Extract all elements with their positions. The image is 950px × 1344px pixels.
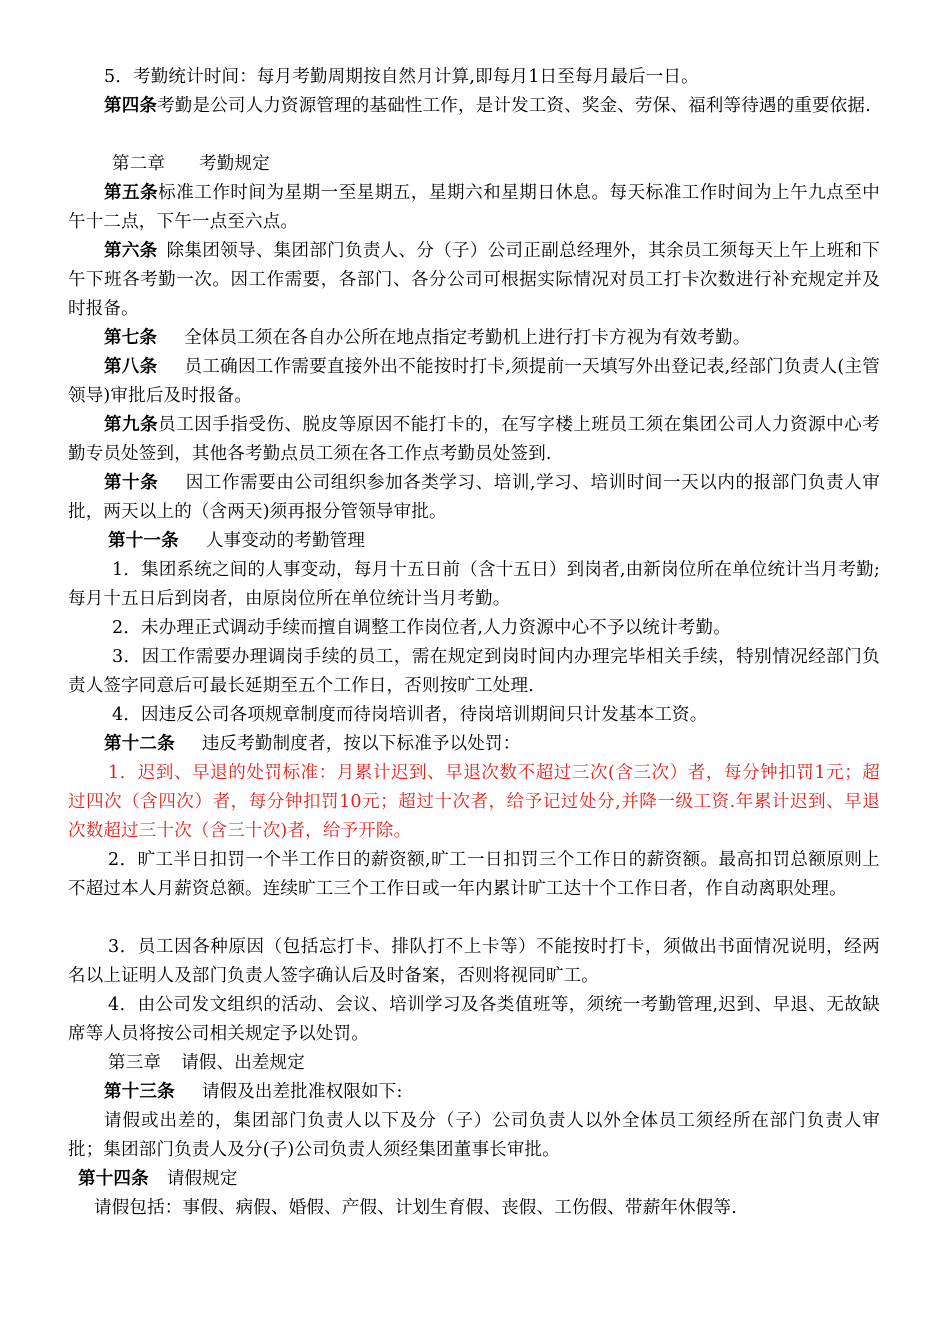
article-label: 第六条 bbox=[104, 241, 158, 261]
article-text: 员工确因工作需要直接外出不能按时打卡,须提前一天填写外出登记表,经部门负责人(主管领导)审批后及时报备。 bbox=[68, 357, 880, 406]
article-11-item-3 bbox=[68, 643, 880, 701]
article-label: 第十二条 bbox=[104, 734, 175, 754]
paragraph-text: 4．因违反公司各项规章制度而待岗培训者，待岗培训期间只计发基本工资。 bbox=[112, 705, 708, 725]
article-label: 第十三条 bbox=[104, 1082, 175, 1102]
paragraph-text: 请假或出差的，集团部门负责人以下及分（子）公司负责人以外全体员工须经所在部门负责人审批；集团部门负责人及分(子)公司负责人须经集团董事长审批。 bbox=[68, 1111, 880, 1160]
paragraph-text: 3．员工因各种原因（包括忘打卡、排队打不上卡等）不能按时打卡，须做出书面情况说明，经两名以上证明人及部门负责人签字确认后及时备案，否则将视同旷工。 bbox=[68, 937, 880, 986]
article-label: 第十条 bbox=[104, 473, 159, 493]
article-text: 请假及出差批准权限如下: bbox=[201, 1082, 403, 1102]
article-13-body bbox=[68, 1107, 880, 1165]
chapter-number: 第二章 bbox=[112, 154, 166, 174]
paragraph-text: 5．考勤统计时间：每月考勤周期按自然月计算,即每月1日至每月最后一日。 bbox=[104, 67, 699, 87]
article-label: 第五条 bbox=[104, 183, 159, 203]
article-label: 第十四条 bbox=[78, 1169, 149, 1189]
article-text: 标准工作时间为星期一至星期五，星期六和星期日休息。每天标准工作时间为上午九点至中午十二点，下午一点至六点。 bbox=[68, 183, 880, 232]
article-text: 因工作需要由公司组织参加各类学习、培训,学习、培训时间一天以内的报部门负责人审批，两天以上的（含两天)须再报分管领导审批。 bbox=[68, 473, 880, 522]
article-text: 人事变动的考勤管理 bbox=[205, 531, 366, 551]
article-4 bbox=[68, 92, 880, 121]
article-label: 第九条 bbox=[104, 415, 159, 435]
article-text: 全体员工须在各自办公所在地点指定考勤机上进行打卡方视为有效考勤。 bbox=[184, 328, 751, 348]
paragraph-text: 1．集团系统之间的人事变动，每月十五日前（含十五日）到岗者,由新岗位所在单位统计当月考勤;每月十五日后到岗者，由原岗位所在单位统计当月考勤。 bbox=[68, 560, 880, 609]
article-5 bbox=[68, 179, 880, 237]
paragraph-text: 请假包括：事假、病假、婚假、产假、计划生育假、丧假、工伤假、带薪年休假等. bbox=[94, 1198, 737, 1218]
article-12-item-2 bbox=[68, 846, 880, 904]
chapter-3-heading bbox=[68, 1049, 880, 1078]
article-11-item-4 bbox=[68, 701, 880, 730]
article-8 bbox=[68, 353, 880, 411]
article-text: 考勤是公司人力资源管理的基础性工作，是计发工资、奖金、劳保、福利等待遇的重要依据. bbox=[157, 96, 871, 116]
article-label: 第四条 bbox=[104, 96, 158, 116]
article-11 bbox=[68, 527, 880, 556]
paragraph-text: 2．未办理正式调动手续而擅自调整工作岗位者,人力资源中心不予以统计考勤。 bbox=[112, 618, 731, 638]
chapter-title: 请假、出差规定 bbox=[181, 1053, 306, 1073]
article-10 bbox=[68, 469, 880, 527]
article-7 bbox=[68, 324, 880, 353]
article-14-body bbox=[68, 1194, 880, 1223]
article-11-item-1 bbox=[68, 556, 880, 614]
article-label: 第八条 bbox=[104, 357, 158, 377]
article-text: 违反考勤制度者，按以下标准予以处罚： bbox=[201, 734, 521, 754]
paragraph-text: 3．因工作需要办理调岗手续的员工，需在规定到岗时间内办理完毕相关手续，特别情况经部门负责人签字同意后可最长延期至五个工作日，否则按旷工处理. bbox=[68, 647, 880, 696]
article-12-item-3 bbox=[68, 933, 880, 991]
article-13 bbox=[68, 1078, 880, 1107]
article-6 bbox=[68, 237, 880, 324]
article-12-item-4 bbox=[68, 991, 880, 1049]
paragraph-text: 4．由公司发文组织的活动、会议、培训学习及各类值班等，须统一考勤管理,迟到、早退、无故缺席等人员将按公司相关规定予以处罚。 bbox=[68, 995, 880, 1044]
article-12 bbox=[68, 730, 880, 759]
article-text: 除集团领导、集团部门负责人、分（子）公司正副总经理外，其余员工须每天上午上班和下午下班各考勤一次。因工作需要，各部门、各分公司可根据实际情况对员工打卡次数进行补充规定并及时报备。 bbox=[68, 241, 880, 319]
paragraph-clause-4-item-5 bbox=[68, 63, 880, 92]
article-14 bbox=[68, 1165, 880, 1194]
article-11-item-2 bbox=[68, 614, 880, 643]
article-label: 第十一条 bbox=[108, 531, 179, 551]
article-text: 员工因手指受伤、脱皮等原因不能打卡的，在写字楼上班员工须在集团公司人力资源中心考勤专员处签到，其他各考勤点员工须在各工作点考勤员处签到. bbox=[68, 415, 880, 464]
article-9 bbox=[68, 411, 880, 469]
chapter-2-heading bbox=[68, 150, 880, 179]
article-text: 请假规定 bbox=[166, 1169, 238, 1189]
paragraph-text: 1．迟到、早退的处罚标准：月累计迟到、早退次数不超过三次(含三次）者，每分钟扣罚1元；超过四次（含四次）者，每分钟扣罚10元；超过十次者，给予记过处分,并降一级工资.年累计迟到、早退次数超过三十次（含三十次)者，给予开除。 bbox=[68, 763, 880, 841]
paragraph-text: 2．旷工半日扣罚一个半工作日的薪资额,旷工一日扣罚三个工作日的薪资额。最高扣罚总额原则上不超过本人月薪资总额。连续旷工三个工作日或一年内累计旷工达十个工作日者，作自动离职处理。 bbox=[68, 850, 880, 899]
chapter-title: 考勤规定 bbox=[199, 154, 270, 174]
article-12-item-1-penalty bbox=[68, 759, 880, 846]
article-label: 第七条 bbox=[104, 328, 158, 348]
chapter-number: 第三章 bbox=[108, 1053, 162, 1073]
